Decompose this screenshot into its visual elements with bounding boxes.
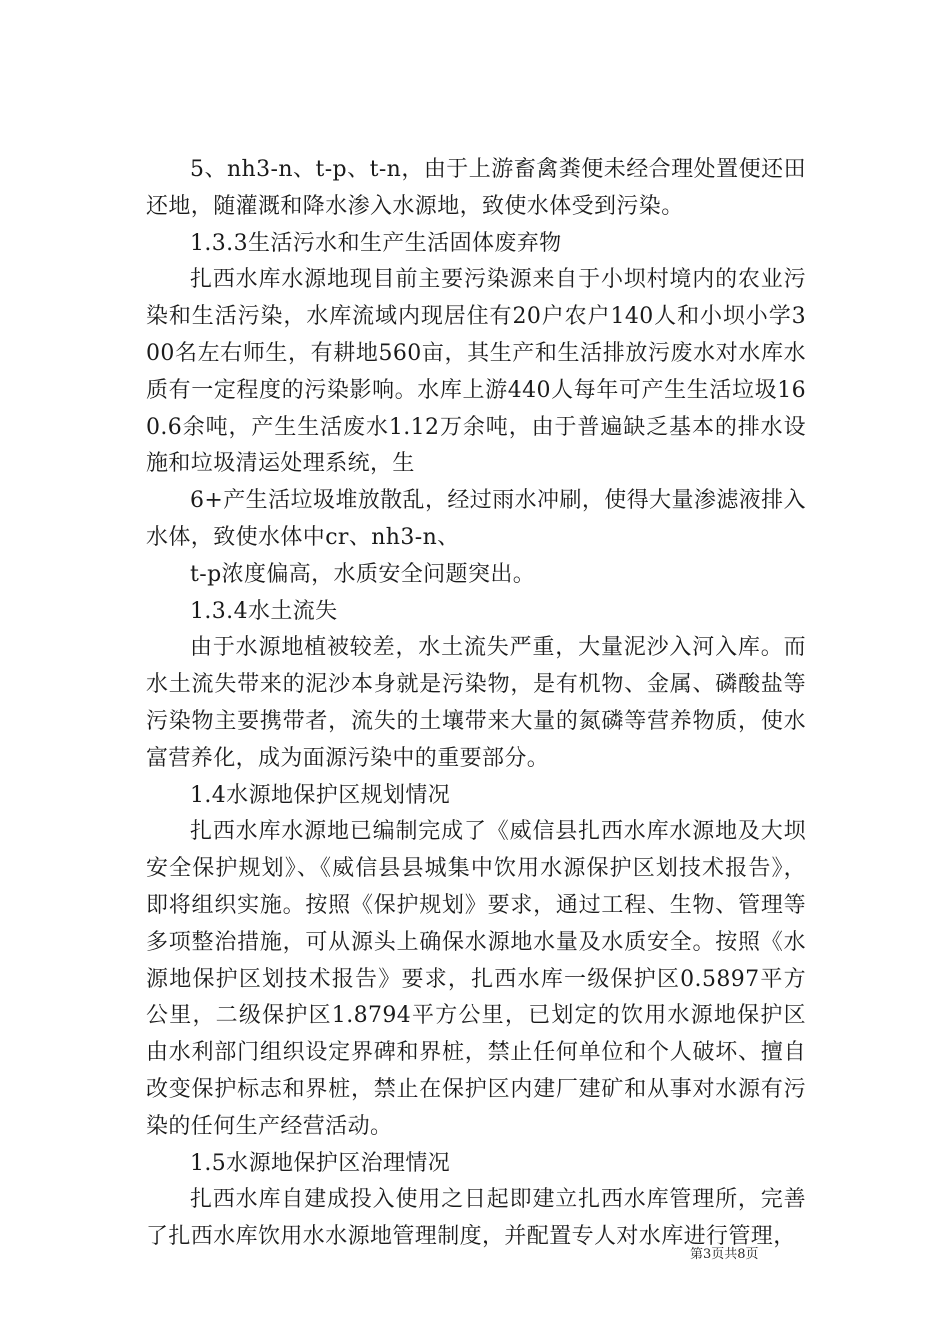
section-heading: 1.5水源地保护区治理情况 (190, 1150, 451, 1176)
paragraph: 扎西水库自建成投入使用之日起即建立扎西水库管理所，完善了扎西水库饮用水水源地管理制度，并配置专人对水库进行管理， (146, 1187, 806, 1250)
paragraph: t-p浓度偏高，水质安全问题突出。 (190, 561, 536, 587)
section-heading: 1.3.3生活污水和生产生活固体废弃物 (190, 230, 562, 256)
paragraph: 扎西水库水源地现目前主要污染源来自于小坝村境内的农业污染和生活污染，水库流域内现居住有20户农户140人和小坝小学300名左右师生，有耕地560亩，其生产和生活排放污废水对水库水质有一定程度的污染影响。水库上游440人每年可产生生活垃圾160.6余吨，产生生活废水1.12万余吨，由于普遍缺乏基本的排水设施和垃圾清运处理系统，生 (146, 267, 806, 477)
paragraph: 5、nh3-n、t-p、t-n，由于上游畜禽粪便未经合理处置便还田还地，随灌溉和降水渗入水源地，致使水体受到污染。 (146, 157, 806, 219)
document-body (146, 152, 806, 1256)
section-heading: 1.4水源地保护区规划情况 (190, 782, 451, 808)
page-number: 第3页共8页 (690, 1247, 759, 1262)
paragraph: 由于水源地植被较差，水土流失严重，大量泥沙入河入库。而水土流失带来的泥沙本身就是污染物，是有机物、金属、磷酸盐等污染物主要携带者，流失的土壤带来大量的氮磷等营养物质，使水富营养化，成为面源污染中的重要部分。 (146, 635, 806, 771)
paragraph: 扎西水库水源地已编制完成了《威信县扎西水库水源地及大坝安全保护规划》、《威信县县城集中饮用水源保护区划技术报告》，即将组织实施。按照《保护规划》要求，通过工程、生物、管理等多项整治措施，可从源头上确保水源地水量及水质安全。按照《水源地保护区划技术报告》要求，扎西水库一级保护区0.5897平方公里，二级保护区1.8794平方公里，已划定的饮用水源地保护区由水利部门组织设定界碑和界桩，禁止任何单位和个人破坏、擅自改变保护标志和界桩，禁止在保护区内建厂建矿和从事对水源有污染的任何生产经营活动。 (146, 819, 806, 1139)
section-heading: 1.3.4水土流失 (190, 598, 338, 624)
paragraph: 6+产生活垃圾堆放散乱，经过雨水冲刷，使得大量渗滤液排入水体，致使水体中cr、nh3-n、 (146, 488, 806, 550)
